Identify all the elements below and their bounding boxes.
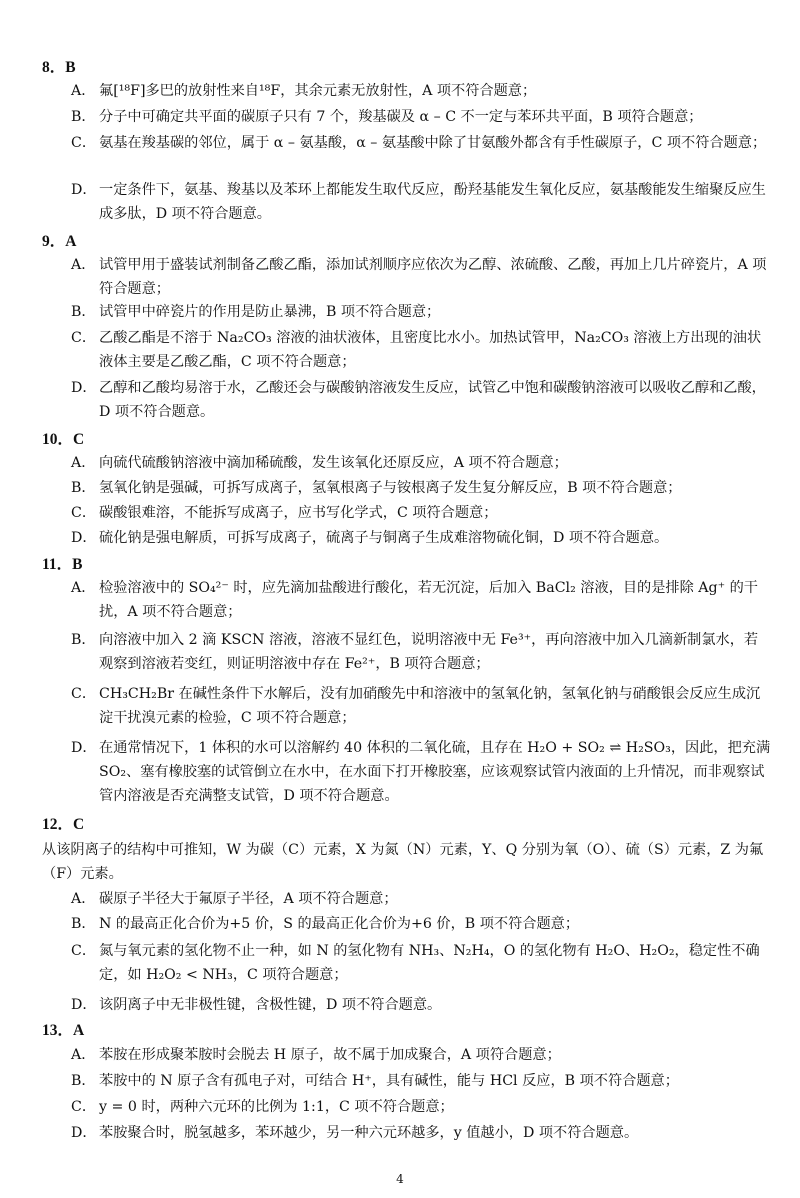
option-letter: C． bbox=[71, 943, 97, 959]
option-letter: C． bbox=[71, 686, 97, 702]
q10-option-d bbox=[71, 526, 771, 550]
q12-intro: 从该阴离子的结构中可推知，W 为碳（C）元素，X 为氮（N）元素，Y、Q 分别为氧（O）、硫（S）元素，Z 为氟（F）元素。 bbox=[42, 842, 764, 882]
option-letter: B． bbox=[71, 1073, 96, 1089]
option-text: 碳酸银难溶，不能拆写成离子，应书写化学式，C 项符合题意； bbox=[99, 505, 498, 521]
question-13-header: 13．A bbox=[42, 1022, 85, 1039]
q10-option-c bbox=[71, 501, 771, 525]
option-text: 在通常情况下，1 体积的水可以溶解约 40 体积的二氧化硫，且存在 H₂O + SO₂ ⇌ H₂SO₃，因此，把充满 SO₂、塞有橡胶塞的试管倒立在水中，在水面下打开橡胶塞，应该观察试管内液面的上升情况，而非观察试管内溶液是否充满整支试管，D 项不符合题意。 bbox=[99, 740, 771, 804]
option-text: 向硫代硫酸钠溶液中滴加稀硫酸，发生该氧化还原反应，A 项不符合题意； bbox=[99, 455, 568, 471]
option-text: 试管甲用于盛装试剂制备乙酸乙酯，添加试剂顺序应依次为乙醇、浓硫酸、乙酸，再加上几片碎瓷片，A 项符合题意； bbox=[99, 257, 767, 297]
option-text: 苯胺聚合时，脱氢越多，苯环越少，另一种六元环越多，y 值越小，D 项不符合题意。 bbox=[99, 1125, 639, 1141]
page-number: 4 bbox=[396, 1172, 404, 1186]
option-letter: C． bbox=[71, 505, 97, 521]
option-letter: D． bbox=[71, 740, 97, 756]
option-text: 乙醇和乙酸均易溶于水，乙酸还会与碳酸钠溶液发生反应，试管乙中饱和碳酸钠溶液可以吸收乙醇和乙酸，D 项不符合题意。 bbox=[99, 380, 766, 420]
option-text: 试管甲中碎瓷片的作用是防止暴沸，B 项不符合题意； bbox=[99, 304, 441, 320]
option-text: 分子中可确定共平面的碳原子只有 7 个，羧基碳及 α – C 不一定与苯环共平面，B 项符合题意； bbox=[99, 109, 703, 125]
option-text: 氟[¹⁸F]多巴的放射性来自¹⁸F，其余元素无放射性，A 项不符合题意； bbox=[99, 83, 537, 99]
q8-option-b bbox=[71, 105, 771, 129]
option-letter: A． bbox=[71, 891, 96, 907]
option-letter: B． bbox=[71, 916, 96, 932]
question-9-header: 9．A bbox=[42, 233, 77, 250]
q8-option-a bbox=[71, 79, 771, 103]
option-text: 乙酸乙酯是不溶于 Na₂CO₃ 溶液的油状液体，且密度比水小。加热试管甲，Na₂CO₃ 溶液上方出现的油状液体主要是乙酸乙酯，C 项不符合题意； bbox=[99, 330, 762, 370]
option-letter: C． bbox=[71, 330, 97, 346]
option-text: CH₃CH₂Br 在碱性条件下水解后，没有加硝酸先中和溶液中的氢氧化钠，氢氧化钠与硝酸银会反应生成沉淀干扰溴元素的检验，C 项不符合题意； bbox=[99, 686, 761, 726]
q9-option-d bbox=[71, 376, 771, 424]
option-letter: C． bbox=[71, 135, 97, 151]
option-text: 硫化钠是强电解质，可拆写成离子，硫离子与铜离子生成难溶物硫化铜，D 项不符合题意。 bbox=[99, 530, 669, 546]
option-text: 氮与氧元素的氢化物不止一种，如 N 的氢化物有 NH₃、N₂H₄，O 的氢化物有 H₂O、H₂O₂，稳定性不确定，如 H₂O₂ < NH₃，C 项符合题意； bbox=[99, 943, 760, 983]
option-letter: D． bbox=[71, 1125, 97, 1141]
option-text: 一定条件下，氨基、羧基以及苯环上都能发生取代反应，酚羟基能发生氧化反应，氨基酸能发生缩聚反应生成多肽，D 项不符合题意。 bbox=[99, 182, 766, 222]
q11-option-c bbox=[71, 682, 771, 730]
q10-option-b bbox=[71, 476, 771, 500]
q8-option-c bbox=[71, 131, 771, 155]
q11-option-b bbox=[71, 628, 771, 676]
option-text: 向溶液中加入 2 滴 KSCN 溶液，溶液不显红色，说明溶液中无 Fe³⁺，再向溶液中加入几滴新制氯水，若观察到溶液若变红，则证明溶液中存在 Fe²⁺，B 项符合题意； bbox=[99, 632, 759, 672]
option-letter: D． bbox=[71, 530, 97, 546]
option-text: N 的最高正化合价为+5 价，S 的最高正化合价为+6 价，B 项不符合题意； bbox=[99, 916, 580, 932]
q11-option-d bbox=[71, 736, 771, 808]
q8-option-d bbox=[71, 178, 771, 226]
option-letter: A． bbox=[71, 257, 96, 273]
option-text: 该阴离子中无非极性键，含极性键，D 项不符合题意。 bbox=[99, 997, 442, 1013]
option-letter: B． bbox=[71, 109, 96, 125]
option-letter: A． bbox=[71, 455, 96, 471]
q10-option-a bbox=[71, 451, 771, 475]
option-letter: D． bbox=[71, 182, 97, 198]
question-8-header: 8．B bbox=[42, 59, 76, 76]
q12-option-c bbox=[71, 939, 771, 987]
q13-option-d bbox=[71, 1121, 771, 1145]
q9-option-b bbox=[71, 300, 771, 324]
q12-option-b bbox=[71, 912, 771, 936]
option-letter: D． bbox=[71, 997, 97, 1013]
option-text: 苯胺中的 N 原子含有孤电子对，可结合 H⁺，具有碱性，能与 HCl 反应，B 项不符合题意； bbox=[99, 1073, 679, 1089]
option-letter: A． bbox=[71, 1047, 96, 1063]
q12-option-a bbox=[71, 887, 771, 911]
question-11-header: 11．B bbox=[42, 556, 83, 573]
option-letter: A． bbox=[71, 580, 96, 596]
q9-option-a bbox=[71, 253, 771, 301]
option-letter: C． bbox=[71, 1099, 97, 1115]
option-letter: B． bbox=[71, 480, 96, 496]
q12-option-d bbox=[71, 993, 771, 1017]
option-text: 苯胺在形成聚苯胺时会脱去 H 原子，故不属于加成聚合，A 项符合题意； bbox=[99, 1047, 561, 1063]
option-letter: D． bbox=[71, 380, 97, 396]
q13-option-c bbox=[71, 1095, 771, 1119]
q13-option-b bbox=[71, 1069, 771, 1093]
option-text: 氨基在羧基碳的邻位，属于 α – 氨基酸，α – 氨基酸中除了甘氨酸外都含有手性碳原子，C 项不符合题意； bbox=[99, 135, 767, 151]
q11-option-a bbox=[71, 576, 771, 624]
question-10-header: 10．C bbox=[42, 431, 85, 448]
option-text: 碳原子半径大于氟原子半径，A 项不符合题意； bbox=[99, 891, 398, 907]
question-12-header: 12．C bbox=[42, 816, 85, 833]
option-text: 氢氧化钠是强碱，可拆写成离子，氢氧根离子与铵根离子发生复分解反应，B 项不符合题意； bbox=[99, 480, 682, 496]
q13-option-a bbox=[71, 1043, 771, 1067]
option-text: y = 0 时，两种六元环的比例为 1:1，C 项不符合题意； bbox=[99, 1099, 454, 1115]
q9-option-c bbox=[71, 326, 771, 374]
option-letter: A． bbox=[71, 83, 96, 99]
option-letter: B． bbox=[71, 304, 96, 320]
option-letter: B． bbox=[71, 632, 96, 648]
option-text: 检验溶液中的 SO₄²⁻ 时，应先滴加盐酸进行酸化，若无沉淀，后加入 BaCl₂ 溶液，目的是排除 Ag⁺ 的干扰，A 项不符合题意； bbox=[99, 580, 758, 620]
